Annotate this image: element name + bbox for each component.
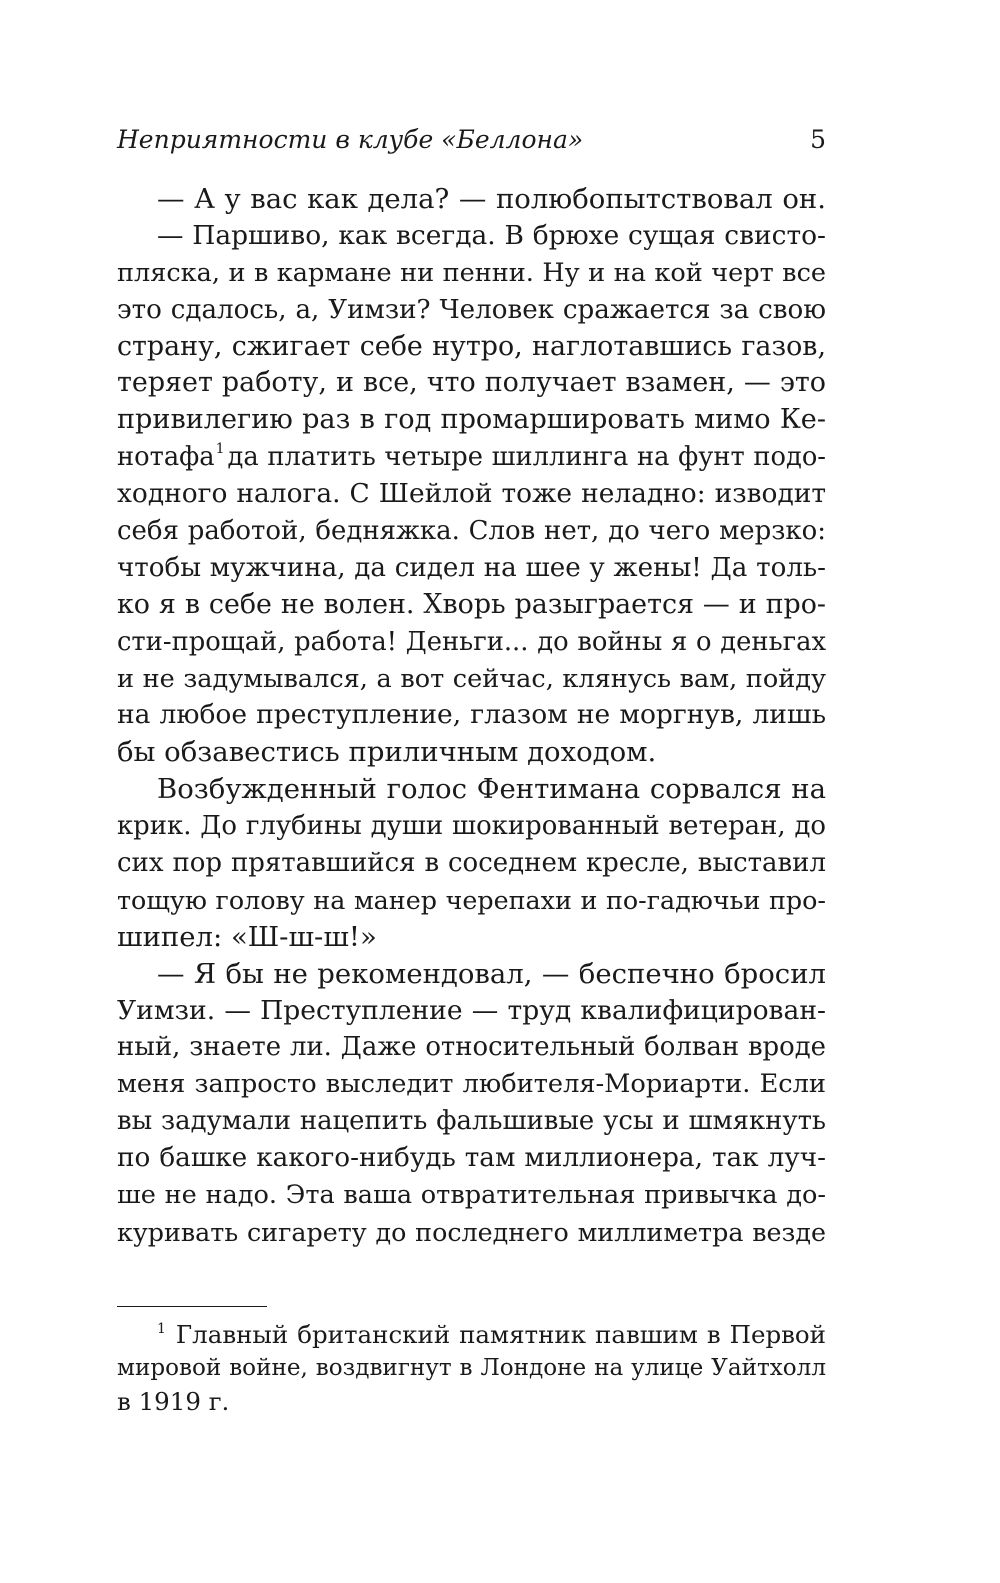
text-line: тощую голову на манер черепахи и по-гадючьи про- — [117, 884, 826, 915]
text-fragment: нотафа — [117, 442, 215, 473]
text-line: вы задумали нацепить фальшивые усы и шмякнуть — [117, 1106, 826, 1137]
body-text — [117, 181, 826, 1251]
footnote-line — [117, 1318, 826, 1352]
footnote-line: в 1919 г. — [117, 1387, 230, 1416]
text-line: бы обзавестись приличным доходом. — [117, 736, 657, 769]
text-line: крик. До глубины души шокированный ветеран, до — [117, 811, 826, 842]
page-header — [117, 122, 826, 158]
text-line: ходного налога. С Шейлой тоже неладно: изводит — [117, 478, 826, 510]
text-line: по башке какого-нибудь там миллионера, так луч- — [117, 1143, 826, 1174]
text-line: на любое преступление, глазом не моргнув, лишь — [117, 699, 826, 731]
footnote-line: мировой войне, воздвигнут в Лондоне на улице Уайтхолл — [117, 1354, 826, 1381]
footnote-divider — [117, 1306, 267, 1307]
text-line: ше не надо. Эта ваша отвратительная привычка до- — [117, 1180, 826, 1211]
text-line: — Я бы не рекомендовал, — беспечно бросил — [157, 957, 826, 990]
text-line: теряет работу, и все, что получает взамен, — это — [117, 367, 826, 399]
text-line: — А у вас как дела? — полюбопытствовал он. — [157, 183, 826, 215]
text-line: ко я в себе не волен. Хворь разыграется — и про- — [117, 588, 826, 620]
running-title: Неприятности в клубе «Беллона» — [117, 125, 584, 154]
footnote-text: Главный британский памятник павшим в Первой — [175, 1320, 826, 1349]
text-line: меня запросто выследит любителя-Мориарти. Если — [117, 1069, 826, 1100]
text-line: сих пор прятавшийся в соседнем кресле, выставил — [117, 848, 826, 879]
text-line — [117, 439, 826, 476]
text-line: это сдалось, а, Уимзи? Человек сражается за свою — [117, 294, 826, 325]
text-line: — Паршиво, как всегда. В брюхе сущая свисто- — [157, 219, 826, 251]
text-line: и не задумывался, а вот сейчас, клянусь вам, пойду — [117, 663, 826, 694]
text-line: себя работой, бедняжка. Слов нет, до чего мерзко: — [117, 516, 826, 547]
text-line: сти-прощай, работа! Деньги... до войны я о деньгах — [117, 626, 826, 657]
footnote-number: 1 — [157, 1321, 166, 1337]
text-line: пляска, и в кармане ни пенни. Ну и на кой черт все — [117, 257, 826, 288]
text-line: Возбужденный голос Фентимана сорвался на — [157, 773, 826, 806]
text-line: куривать сигарету до последнего миллиметра везде — [117, 1216, 826, 1247]
text-line: привилегию раз в год промаршировать мимо Ке- — [117, 404, 826, 436]
footnote — [117, 1318, 826, 1419]
text-line: страну, сжигает себе нутро, наглотавшись газов, — [117, 330, 826, 362]
text-line: чтобы мужчина, да сидел на шее у жены! Да толь- — [117, 552, 826, 583]
text-line: шипел: «Ш-ш-ш!» — [117, 920, 377, 953]
text-line: ный, знаете ли. Даже относительный болван вроде — [117, 1032, 826, 1063]
text-fragment: да платить четыре шиллинга на фунт подо- — [227, 442, 826, 473]
footnote-reference[interactable]: 1 — [215, 441, 225, 458]
text-line: Уимзи. — Преступление — труд квалифицирован- — [117, 994, 826, 1026]
page-number: 5 — [810, 125, 826, 154]
